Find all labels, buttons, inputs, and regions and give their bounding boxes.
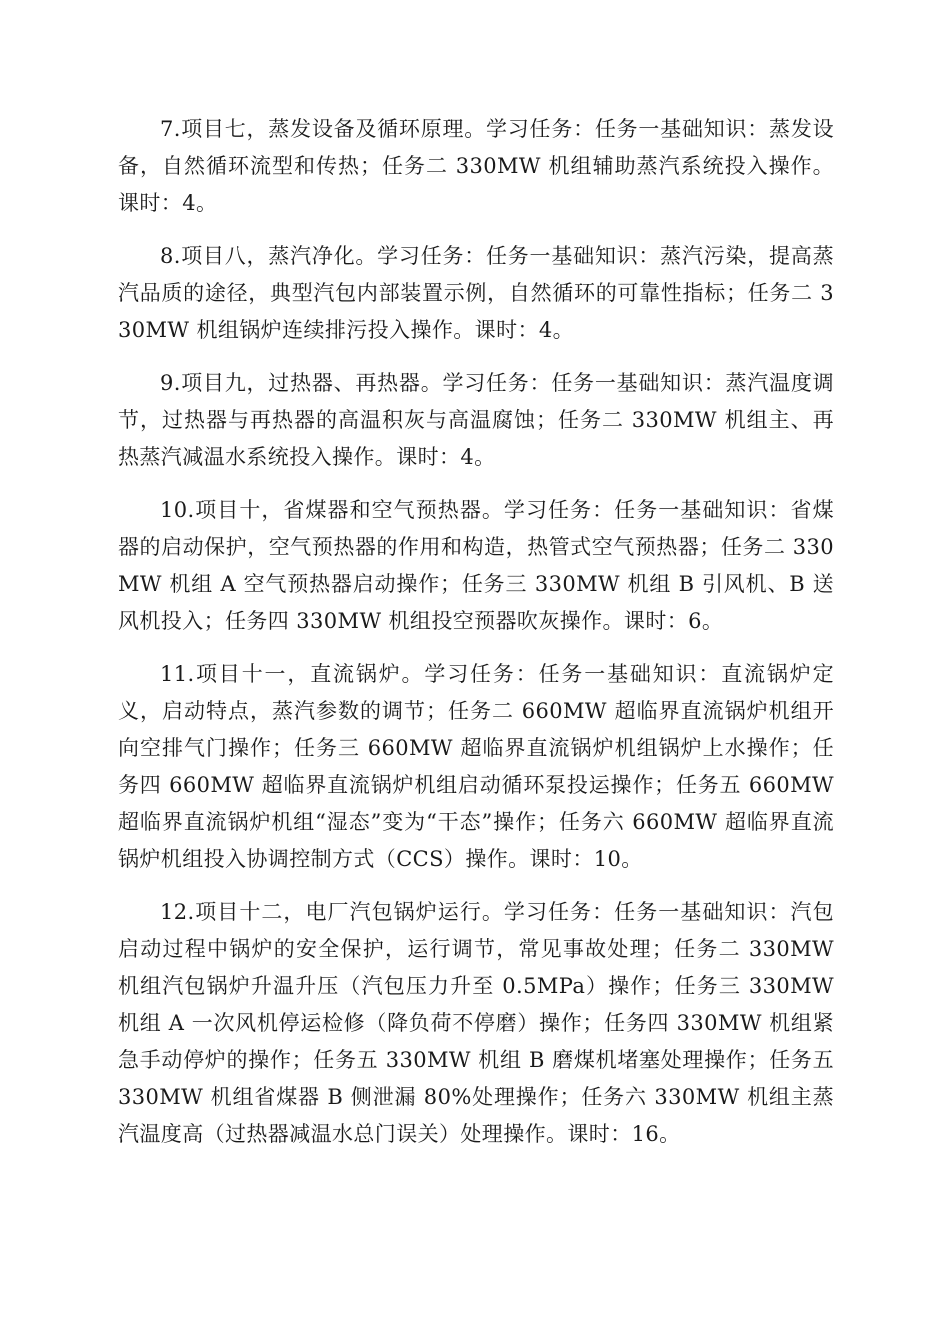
paragraph-project-10: 10.项目十，省煤器和空气预热器。学习任务：任务一基础知识：省煤器的启动保护，空气预热器的作用和构造，热管式空气预热器；任务二 330MW 机组 A 空气预热器启动操作；任务三 330MW 机组 B 引风机、B 送风机投入；任务四 330MW 机组投空预器吹灰操作。课时：6。 [118, 498, 834, 633]
paragraph-project-8: 8.项目八，蒸汽净化。学习任务：任务一基础知识：蒸汽污染，提高蒸汽品质的途径，典型汽包内部装置示例，自然循环的可靠性指标；任务二 330MW 机组锅炉连续排污投入操作。课时：4。 [118, 244, 834, 342]
paragraph-project-9: 9.项目九，过热器、再热器。学习任务：任务一基础知识：蒸汽温度调节，过热器与再热器的高温积灰与高温腐蚀；任务二 330MW 机组主、再热蒸汽减温水系统投入操作。课时：4。 [118, 371, 834, 469]
paragraph-project-11: 11.项目十一，直流锅炉。学习任务：任务一基础知识：直流锅炉定义，启动特点，蒸汽参数的调节；任务二 660MW 超临界直流锅炉机组开向空排气门操作；任务三 660MW 超临界直流锅炉机组锅炉上水操作；任务四 660MW 超临界直流锅炉机组启动循环泵投运操作；任务五 660MW 超临界直流锅炉机组“湿态”变为“干态”操作；任务六 660MW 超临界直流锅炉机组投入协调控制方式（CCS）操作。课时：10。 [118, 662, 834, 871]
document-body [118, 111, 834, 1169]
paragraph-project-7: 7.项目七，蒸发设备及循环原理。学习任务：任务一基础知识：蒸发设备，自然循环流型和传热；任务二 330MW 机组辅助蒸汽系统投入操作。课时：4。 [118, 117, 834, 215]
paragraph-project-12: 12.项目十二，电厂汽包锅炉运行。学习任务：任务一基础知识：汽包启动过程中锅炉的安全保护，运行调节，常见事故处理；任务二 330MW 机组汽包锅炉升温升压（汽包压力升至 0.5MPa）操作；任务三 330MW 机组 A 一次风机停运检修（降负荷不停磨）操作；任务四 330MW 机组紧急手动停炉的操作；任务五 330MW 机组 B 磨煤机堵塞处理操作；任务五 330MW 机组省煤器 B 侧泄漏 80%处理操作；任务六 330MW 机组主蒸汽温度高（过热器减温水总门误关）处理操作。课时：16。 [118, 900, 834, 1146]
